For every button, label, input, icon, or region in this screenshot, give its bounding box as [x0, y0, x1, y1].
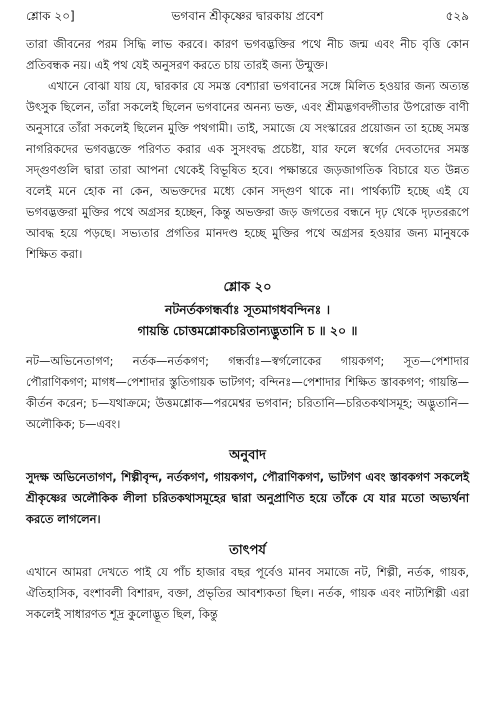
- translation-heading: অনুবাদ: [229, 448, 266, 463]
- intro-paragraph: তারা জীবনের পরম সিদ্ধি লাভ করবে। কারণ ভগবদ্ভক্তির পথে নীচ জন্ম এবং নীচ বৃত্তি কোন প্রতিবন্ধক নয়। এই পথ যেই অনুসরণ করতে চায় তারই জন্য উন্মুক্ত।: [26, 37, 469, 72]
- header-chapter-title: ভগবান শ্রীকৃষ্ণের দ্বারকায় প্রবেশ: [171, 9, 324, 23]
- purport-paragraph: এখানে আমরা দেখতে পাই যে পাঁচ হাজার বছর পূর্বেও মানব সমাজে নট, শিল্পী, নর্তক, গায়ক, ঐতিহাসিক, বংশাবলী বিশারদ, বক্তা, প্রভৃতির আবশ্যকতা ছিল। নর্তক, গায়ক এবং নাট্যশিল্পী এরা সকলেই সাধারণত শূদ্র কুলোদ্ভূত ছিল, কিন্তু: [26, 565, 469, 621]
- running-header: [26, 6, 469, 26]
- purport-heading: তাৎপর্য: [229, 543, 266, 558]
- verse-heading: শ্লোক ২০: [223, 280, 272, 295]
- translation-paragraph: সুদক্ষ অভিনেতাগণ, শিল্পীবৃন্দ, নর্তকগণ, গায়কগণ, পৌরাণিকগণ, ভাটগণ এবং স্তাবকগণ সকলেই শ্রীকৃষ্ণের অলৌকিক লীলা চরিতকথাসমূহের দ্বারা অনুপ্রাণিত হয়ে তাঁকে যে যার মতো অভ্যর্থনা করতে লাগলেন।: [26, 470, 469, 526]
- header-verse-ref: শ্লোক ২০]: [26, 9, 75, 23]
- header-page-number: ৫২৯: [445, 9, 469, 23]
- verse-line-2: গায়ন্তি চোত্তমশ্লোকচরিতান্যদ্ভুতানি চ ॥ ২০ ॥: [137, 323, 358, 338]
- synonyms-paragraph: নট—অভিনেতাগণ; নর্তক—নর্তকগণ; গন্ধর্বাঃ—স্বর্গলোকের গায়কগণ; সূত—পেশাদার পৌরাণিকগণ; মাগধ—পেশাদার স্তুতিগায়ক ভাটগণ; বন্দিনঃ—পেশাদার শিক্ষিত স্তাবকগণ; গায়ন্তি—কীর্তন করেন; চ—যথাক্রমে; উত্তমশ্লোক—পরমেশ্বর ভগবান; চরিতানি—চরিতকথাসমূহ; অদ্ভুতানি—অলৌকিক; চ—এবং।: [26, 354, 469, 431]
- main-paragraph: এখানে বোঝা যায় যে, দ্বারকার যে সমস্ত বেশ্যারা ভগবানের সঙ্গে মিলিত হওয়ার জন্য অত্যন্ত উৎসুক ছিলেন, তাঁরা সকলেই ছিলেন ভগবানের অনন্য ভক্ত, এবং শ্রীমদ্ভগবদ্গীতার উপরোক্ত বাণী অনুসারে তাঁরা সকলেই ছিলেন মুক্তি পথগামী। তাই, সমাজে যে সংস্কারের প্রয়োজন তা হচ্ছে সমস্ত নাগরিকদের ভগবদ্ভক্তে পরিণত করার এক সুসংবদ্ধ প্রচেষ্টা, যার ফলে স্বর্গের দেবতাদের সমস্ত সদ্গুণগুলি দ্বারা তারা আপনা থেকেই বিভূষিত হবে। পক্ষান্তরে জড়জাগতিক বিচারে যত উন্নত বলেই মনে হোক না কেন, অভক্তদের মধ্যে কোন সদ্গুণ থাকে না। পার্থক্যটি হচ্ছে এই যে ভগবদ্ভক্তরা মুক্তির পথে অগ্রসর হচ্ছেন, কিন্তু অভক্তরা জড় জগতের বন্ধনে দৃঢ় থেকে দৃঢ়তররূপে আবদ্ধ হয়ে পড়ছে। সভ্যতার প্রগতির মানদণ্ড হচ্ছে মুক্তির পথে অগ্রসর হওয়ার জন্য মানুষকে শিক্ষিত করা।: [26, 79, 469, 261]
- verse-line-1: নটনর্তকগন্ধর্বাঃ সূতমাগধবন্দিনঃ ।: [165, 302, 330, 317]
- page-body: [26, 34, 469, 625]
